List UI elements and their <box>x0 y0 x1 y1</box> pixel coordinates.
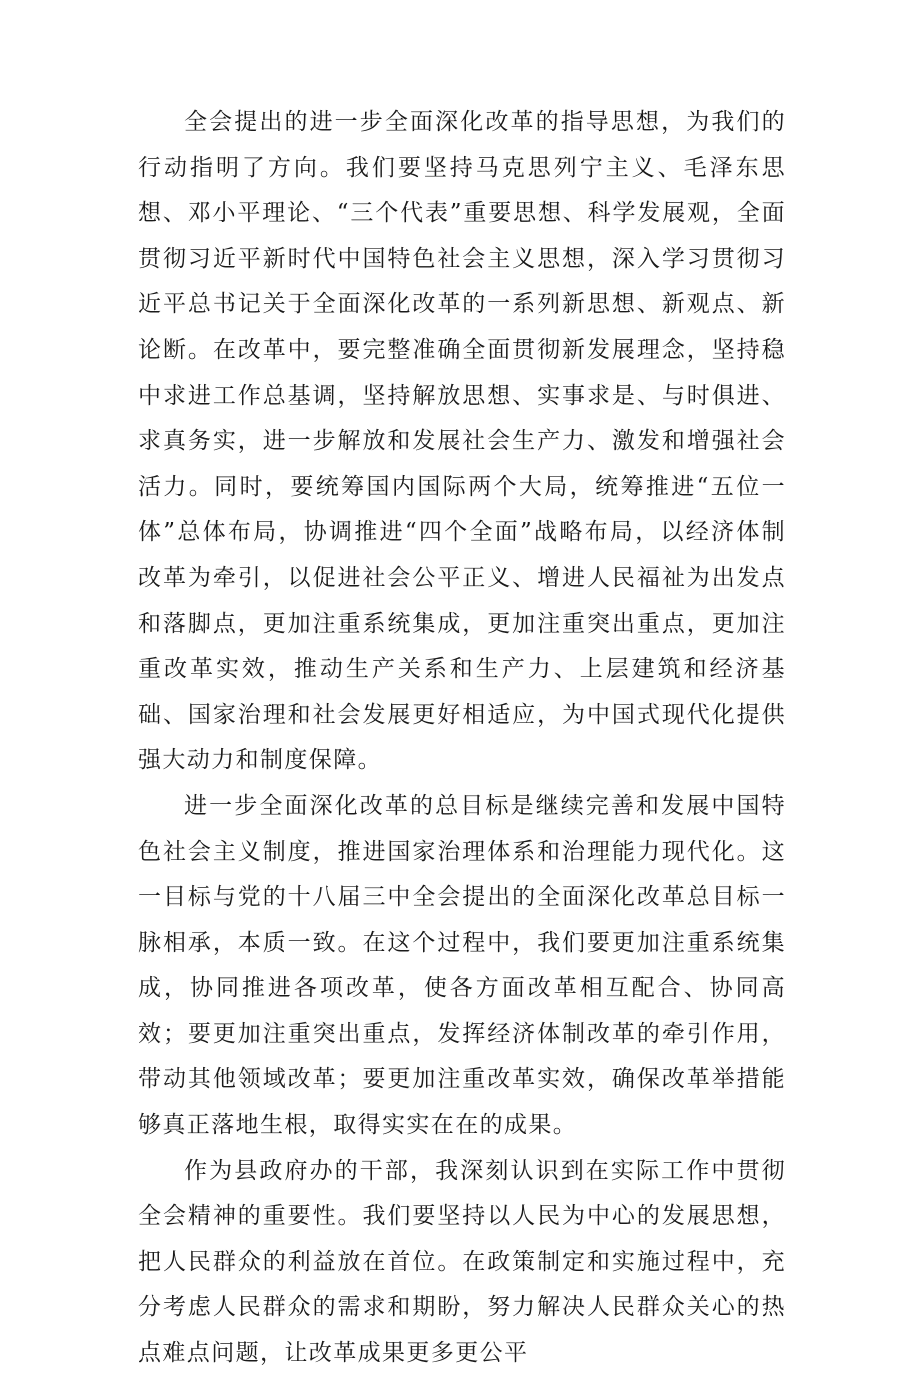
paragraph-1: 全会提出的进一步全面深化改革的指导思想，为我们的行动指明了方向。我们要坚持马克思列宁主义、毛泽东思想、邓小平理论、“三个代表”重要思想、科学发展观，全面贯彻习近平新时代中国特色社会主义思想，深入学习贯彻习近平总书记关于全面深化改革的一系列新思想、新观点、新论断。在改革中，要完整准确全面贯彻新发展理念，坚持稳中求进工作总基调，坚持解放思想、实事求是、与时俱进、求真务实，进一步解放和发展社会生产力、激发和增强社会活力。同时，要统筹国内国际两个大局，统筹推进“五位一体”总体布局，协调推进“四个全面”战略布局，以经济体制改革为牵引，以促进社会公平正义、增进人民福祉为出发点和落脚点，更加注重系统集成，更加注重突出重点，更加注重改革实效，推动生产关系和生产力、上层建筑和经济基础、国家治理和社会发展更好相适应，为中国式现代化提供强大动力和制度保障。 <box>138 109 786 774</box>
paragraph-3: 作为县政府办的干部，我深刻认识到在实际工作中贯彻全会精神的重要性。我们要坚持以人民为中心的发展思想，把人民群众的利益放在首位。在政策制定和实施过程中，充分考虑人民群众的需求和期盼，努力解决人民群众关心的热点难点问题，让改革成果更多更公平 <box>138 1157 786 1367</box>
paragraph-2: 进一步全面深化改革的总目标是继续完善和发展中国特色社会主义制度，推进国家治理体系和治理能力现代化。这一目标与党的十八届三中全会提出的全面深化改革总目标一脉相承，本质一致。在这个过程中，我们要更加注重系统集成，协同推进各项改革，使各方面改革相互配合、协同高效；要更加注重突出重点，发挥经济体制改革的牵引作用，带动其他领域改革；要更加注重改革实效，确保改革举措能够真正落地生根，取得实实在在的成果。 <box>138 792 786 1139</box>
document-body <box>138 100 786 1377</box>
